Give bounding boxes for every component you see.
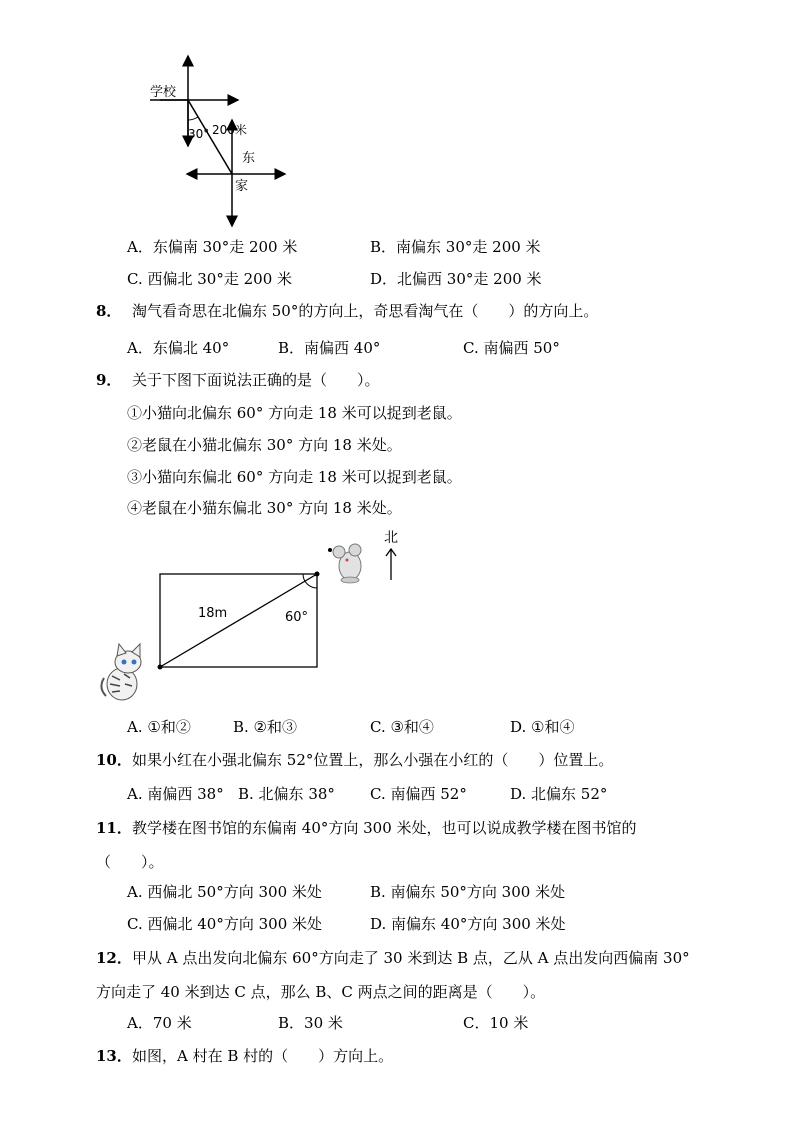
q7-option-c[interactable]: C. 西偏北 30°走 200 米	[127, 270, 293, 288]
q12-number: 12．	[96, 949, 132, 967]
q11-text: 教学楼在图书馆的东偏南 40°方向 300 米处，也可以说成教学楼在图书馆的	[132, 819, 637, 837]
direction-diagram-school-home	[130, 50, 300, 230]
cat-point	[158, 665, 163, 670]
q9-statement-3: ③小猫向东偏北 60° 方向走 18 米可以捉到老鼠。	[127, 468, 462, 486]
q10-option-b[interactable]: B. 北偏东 38°	[238, 785, 335, 803]
angle-arc	[188, 117, 198, 120]
q11-option-b[interactable]: B. 南偏东 50°方向 300 米处	[370, 883, 566, 901]
q9-option-b[interactable]: B. ②和③	[233, 718, 298, 736]
q11-number: 11．	[96, 819, 132, 837]
q12-text-cont: 方向走了 40 米到达 C 点，那么 B、C 两点之间的距离是（ ）。	[96, 983, 546, 1001]
q13-number: 13．	[96, 1047, 132, 1065]
label-home: 家	[235, 179, 249, 194]
q8-option-b[interactable]: B．南偏西 40°	[278, 339, 381, 357]
label-18m: 18m	[198, 606, 228, 621]
q11-option-c[interactable]: C. 西偏北 40°方向 300 米处	[127, 915, 323, 933]
q13-text: 如图，A 村在 B 村的（ ）方向上。	[132, 1047, 394, 1065]
q11-text-cont: （ ）。	[96, 853, 164, 871]
cat-mouse-diagram	[98, 528, 418, 706]
q12-option-c[interactable]: C．10 米	[463, 1014, 529, 1032]
q9-option-a[interactable]: A. ①和②	[127, 718, 191, 736]
q8-number: 8．	[96, 302, 122, 320]
q7-option-a[interactable]: A．东偏南 30°走 200 米	[127, 238, 298, 256]
mouse-icon	[328, 544, 361, 583]
q8-option-c[interactable]: C. 南偏西 50°	[463, 339, 560, 357]
q10-option-c[interactable]: C. 南偏西 52°	[370, 785, 467, 803]
label-angle: 30°	[188, 127, 210, 141]
q10-number: 10．	[96, 751, 132, 769]
q10-option-d[interactable]: D. 北偏东 52°	[510, 785, 608, 803]
angle-arc-60	[303, 574, 317, 588]
q9-statement-2: ②老鼠在小猫北偏东 30° 方向 18 米处。	[127, 436, 402, 454]
q10-text: 如果小红在小强北偏东 52°位置上，那么小强在小红的（ ）位置上。	[132, 751, 614, 769]
q12-option-b[interactable]: B．30 米	[278, 1014, 343, 1032]
q9-text: 关于下图下面说法正确的是（ ）。	[132, 371, 380, 389]
q7-option-b[interactable]: B．南偏东 30°走 200 米	[370, 238, 541, 256]
label-60: 60°	[285, 610, 309, 625]
q8-text: 淘气看奇思在北偏东 50°的方向上，奇思看淘气在（ ）的方向上。	[132, 302, 599, 320]
label-north: 北	[384, 530, 398, 546]
mouse-point	[315, 572, 320, 577]
q8-option-a[interactable]: A．东偏北 40°	[127, 339, 230, 357]
q12-option-a[interactable]: A．70 米	[127, 1014, 192, 1032]
q9-option-c[interactable]: C. ③和④	[370, 718, 434, 736]
q11-option-a[interactable]: A. 西偏北 50°方向 300 米处	[127, 883, 322, 901]
label-school: 学校	[150, 85, 177, 100]
label-distance: 200米	[212, 123, 247, 137]
q9-statement-4: ④老鼠在小猫东偏北 30° 方向 18 米处。	[127, 499, 402, 517]
q9-statement-1: ①小猫向北偏东 60° 方向走 18 米可以捉到老鼠。	[127, 404, 462, 422]
q7-option-d[interactable]: D．北偏西 30°走 200 米	[370, 270, 542, 288]
q11-option-d[interactable]: D. 南偏东 40°方向 300 米处	[370, 915, 566, 933]
q10-option-a[interactable]: A. 南偏西 38°	[127, 785, 224, 803]
label-east: 东	[242, 151, 256, 166]
q12-text: 甲从 A 点出发向北偏东 60°方向走了 30 米到达 B 点，乙从 A 点出发向西偏南 30°	[132, 949, 690, 967]
q9-number: 9．	[96, 371, 122, 389]
cat-icon	[101, 644, 141, 700]
q9-option-d[interactable]: D. ①和④	[510, 718, 575, 736]
